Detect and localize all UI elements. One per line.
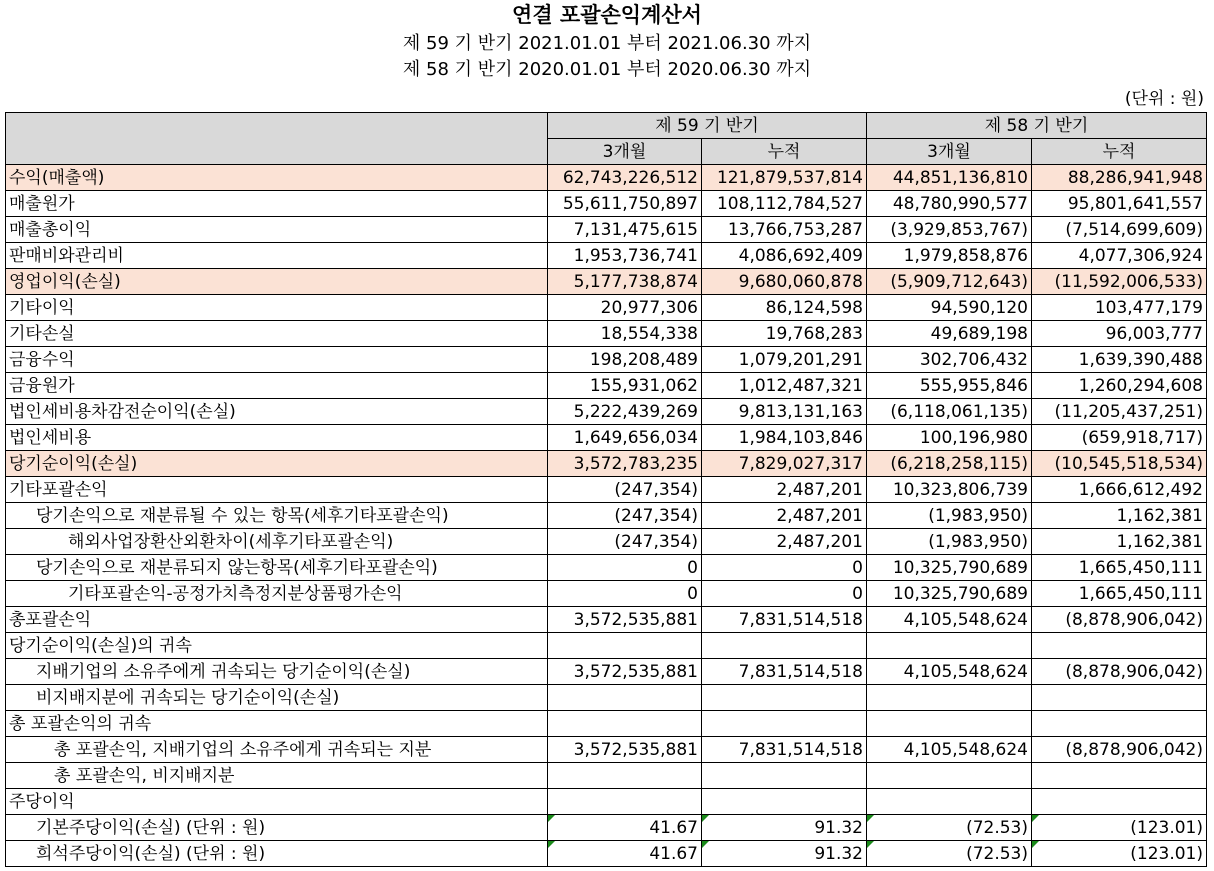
value-text: 5,222,439,269 [573,401,698,422]
row-value [702,269,867,295]
value-text: 0 [852,557,863,578]
row-value [702,321,867,347]
header-current-3m: 3개월 [548,139,702,165]
table-row [6,347,1207,373]
row-value [867,269,1032,295]
value-text: 1,079,201,291 [738,349,863,370]
row-label: 희석주당이익(손실) (단위 : 원) [6,841,548,867]
row-value [1032,165,1207,191]
table-row [6,633,1207,659]
row-value [702,217,867,243]
row-value [548,321,702,347]
table-row [6,191,1207,217]
value-text: (72.53) [966,817,1028,838]
value-text: 5,177,738,874 [573,271,698,292]
value-text: 1,162,381 [1116,505,1203,526]
row-value [548,477,702,503]
table-row [6,815,1207,841]
row-label: 기타포괄손익-공정가치측정지분상품평가손익 [6,581,548,607]
row-value [702,425,867,451]
row-value [867,841,1032,867]
row-value [702,815,867,841]
value-text: 1,666,612,492 [1078,479,1203,500]
value-text: 555,955,846 [919,375,1028,396]
row-value [702,711,867,737]
value-text: 2,487,201 [776,505,863,526]
row-label: 기타이익 [6,295,548,321]
value-text: 121,879,537,814 [716,167,863,188]
cell-note-marker [867,815,874,822]
table-row [6,425,1207,451]
value-text: 2,487,201 [776,531,863,552]
row-value [548,685,702,711]
row-label: 금융원가 [6,373,548,399]
row-value [1032,451,1207,477]
value-text: (6,218,258,115) [890,453,1028,474]
row-value [1032,347,1207,373]
value-text: (247,354) [614,505,698,526]
row-value [548,503,702,529]
row-value [548,659,702,685]
table-row [6,789,1207,815]
row-value [867,529,1032,555]
table-row [6,737,1207,763]
row-value [702,373,867,399]
value-text: (72.53) [966,843,1028,864]
row-value [702,685,867,711]
value-text: 18,554,338 [600,323,698,344]
value-text: 1,012,487,321 [738,375,863,396]
row-value [702,451,867,477]
value-text: 19,768,283 [765,323,863,344]
row-label: 금융수익 [6,347,548,373]
value-text: 7,831,514,518 [738,661,863,682]
value-text: (123.01) [1130,843,1203,864]
value-text: 9,680,060,878 [738,271,863,292]
value-text: (247,354) [614,479,698,500]
value-text: 95,801,641,557 [1067,193,1203,214]
row-value [867,607,1032,633]
value-text: 1,984,103,846 [738,427,863,448]
value-text: 3,572,783,235 [573,453,698,474]
row-value [1032,659,1207,685]
table-row [6,373,1207,399]
table-row [6,685,1207,711]
row-value [702,477,867,503]
value-text: 44,851,136,810 [892,167,1028,188]
value-text: (1,983,950) [928,531,1028,552]
row-value [1032,477,1207,503]
row-label: 법인세비용차감전순이익(손실) [6,399,548,425]
table-row [6,503,1207,529]
row-value [867,685,1032,711]
row-label: 영업이익(손실) [6,269,548,295]
table-row [6,711,1207,737]
row-value [867,165,1032,191]
row-value [702,607,867,633]
row-value [548,425,702,451]
row-value [867,737,1032,763]
table-row [6,269,1207,295]
value-text: 103,477,179 [1094,297,1203,318]
row-value [867,477,1032,503]
header-current-period: 제 59 기 반기 [548,113,867,139]
row-value [867,217,1032,243]
value-text: 91.32 [814,817,863,838]
table-row [6,659,1207,685]
value-text: 1,639,390,488 [1078,349,1203,370]
row-label: 기본주당이익(손실) (단위 : 원) [6,815,548,841]
header-row-period [6,113,1207,139]
row-value [548,399,702,425]
row-label: 매출총이익 [6,217,548,243]
row-label: 당기순이익(손실) [6,451,548,477]
row-value [702,789,867,815]
row-label: 매출원가 [6,191,548,217]
row-value [867,503,1032,529]
row-value [548,581,702,607]
row-label: 당기순이익(손실)의 귀속 [6,633,548,659]
value-text: (3,929,853,767) [890,219,1028,240]
table-row [6,243,1207,269]
row-value [702,841,867,867]
row-value [548,191,702,217]
row-value [867,295,1032,321]
value-text: 10,325,790,689 [892,557,1028,578]
row-value [548,295,702,321]
value-text: (11,205,437,251) [1054,401,1203,422]
value-text: 4,105,548,624 [903,609,1028,630]
row-value [548,841,702,867]
value-text: (8,878,906,042) [1065,661,1203,682]
table-row [6,581,1207,607]
income-statement-table [5,112,1207,867]
value-text: 96,003,777 [1105,323,1203,344]
value-text: 88,286,941,948 [1067,167,1203,188]
value-text: 302,706,432 [919,349,1028,370]
value-text: (5,909,712,643) [890,271,1028,292]
row-value [548,607,702,633]
cell-note-marker [702,815,709,822]
row-value [1032,763,1207,789]
value-text: 4,105,548,624 [903,739,1028,760]
value-text: 9,813,131,163 [738,401,863,422]
value-text: 1,649,656,034 [573,427,698,448]
row-value [867,763,1032,789]
value-text: 20,977,306 [600,297,698,318]
value-text: 1,953,736,741 [573,245,698,266]
row-value [548,347,702,373]
period-current: 제 59 기 반기 2021.01.01 부터 2021.06.30 까지 [402,33,812,54]
row-value [867,815,1032,841]
row-value [1032,321,1207,347]
statement-title: 연결 포괄손익계산서 [512,3,702,27]
row-value [867,581,1032,607]
value-text: 94,590,120 [930,297,1028,318]
value-text: 1,260,294,608 [1078,375,1203,396]
row-value [548,165,702,191]
row-value [702,737,867,763]
cell-note-marker [867,841,874,848]
row-value [1032,425,1207,451]
row-value [1032,295,1207,321]
table-row [6,529,1207,555]
value-text: 49,689,198 [930,323,1028,344]
header-prior-3m: 3개월 [867,139,1032,165]
header-account-cell [6,113,548,165]
value-text: 41.67 [649,817,698,838]
row-value [548,529,702,555]
table-row [6,295,1207,321]
value-text: 13,766,753,287 [727,219,863,240]
value-text: (8,878,906,042) [1065,609,1203,630]
row-value [1032,607,1207,633]
row-label: 기타포괄손익 [6,477,548,503]
value-text: 198,208,489 [589,349,698,370]
row-value [702,529,867,555]
row-value [548,555,702,581]
unit-label: (단위 : 원) [1124,89,1204,109]
value-text: 3,572,535,881 [573,609,698,630]
row-value [867,711,1032,737]
value-text: 108,112,784,527 [716,193,863,214]
row-value [548,763,702,789]
header-prior-period: 제 58 기 반기 [867,113,1207,139]
value-text: 0 [687,557,698,578]
value-text: 3,572,535,881 [573,739,698,760]
row-label: 수익(매출액) [6,165,548,191]
row-value [548,737,702,763]
value-text: 1,162,381 [1116,531,1203,552]
value-text: 0 [687,583,698,604]
row-value [1032,789,1207,815]
row-label: 총 포괄손익, 비지배지분 [6,763,548,789]
value-text: (123.01) [1130,817,1203,838]
row-value [1032,269,1207,295]
table-row [6,165,1207,191]
value-text: 91.32 [814,843,863,864]
row-value [1032,685,1207,711]
row-label: 총 포괄손익의 귀속 [6,711,548,737]
table-row [6,451,1207,477]
row-value [1032,633,1207,659]
value-text: 1,665,450,111 [1078,557,1203,578]
row-value [867,321,1032,347]
row-value [1032,191,1207,217]
row-value [548,451,702,477]
row-value [1032,737,1207,763]
row-value [1032,217,1207,243]
row-value [867,789,1032,815]
value-text: 10,323,806,739 [892,479,1028,500]
cell-note-marker [702,841,709,848]
row-value [702,243,867,269]
value-text: (247,354) [614,531,698,552]
row-value [548,269,702,295]
table-row [6,555,1207,581]
value-text: 0 [852,583,863,604]
cell-note-marker [1032,815,1039,822]
value-text: 1,665,450,111 [1078,583,1203,604]
row-value [702,503,867,529]
row-label: 해외사업장환산외환차이(세후기타포괄손익) [6,529,548,555]
row-value [702,581,867,607]
value-text: 62,743,226,512 [562,167,698,188]
row-value [867,191,1032,217]
row-value [702,347,867,373]
row-label: 판매비와관리비 [6,243,548,269]
value-text: 4,077,306,924 [1078,245,1203,266]
row-label: 주당이익 [6,789,548,815]
row-value [867,659,1032,685]
row-value [702,659,867,685]
row-value [548,373,702,399]
row-value [867,633,1032,659]
row-value [1032,399,1207,425]
cell-note-marker [1032,841,1039,848]
table-row [6,477,1207,503]
row-label: 비지배지분에 귀속되는 당기순이익(손실) [6,685,548,711]
row-value [1032,503,1207,529]
row-value [1032,373,1207,399]
row-label: 당기손익으로 재분류될 수 있는 항목(세후기타포괄손익) [6,503,548,529]
header-prior-cum: 누적 [1032,139,1207,165]
row-value [548,815,702,841]
row-label: 당기손익으로 재분류되지 않는항목(세후기타포괄손익) [6,555,548,581]
value-text: (7,514,699,609) [1065,219,1203,240]
value-text: 1,979,858,876 [903,245,1028,266]
value-text: (659,918,717) [1081,427,1203,448]
row-value [867,451,1032,477]
value-text: 3,572,535,881 [573,661,698,682]
value-text: 4,086,692,409 [738,245,863,266]
value-text: 41.67 [649,843,698,864]
row-value [867,555,1032,581]
row-value [548,711,702,737]
value-text: (10,545,518,534) [1054,453,1203,474]
row-value [702,633,867,659]
value-text: 155,931,062 [589,375,698,396]
cell-note-marker [548,815,555,822]
table-row [6,217,1207,243]
row-label: 지배기업의 소유주에게 귀속되는 당기순이익(손실) [6,659,548,685]
value-text: 55,611,750,897 [562,193,698,214]
value-text: 4,105,548,624 [903,661,1028,682]
table-row [6,321,1207,347]
table-row [6,399,1207,425]
row-value [548,633,702,659]
row-value [1032,841,1207,867]
row-value [867,373,1032,399]
table-row [6,763,1207,789]
row-value [867,347,1032,373]
row-label: 법인세비용 [6,425,548,451]
row-value [702,295,867,321]
row-value [702,191,867,217]
table-row [6,607,1207,633]
row-label: 총포괄손익 [6,607,548,633]
value-text: 7,829,027,317 [738,453,863,474]
value-text: 48,780,990,577 [892,193,1028,214]
cell-note-marker [548,841,555,848]
row-value [1032,581,1207,607]
row-value [1032,711,1207,737]
row-value [1032,243,1207,269]
value-text: (6,118,061,135) [890,401,1028,422]
row-value [548,243,702,269]
value-text: 7,831,514,518 [738,609,863,630]
row-value [702,165,867,191]
table-row [6,841,1207,867]
row-value [702,763,867,789]
value-text: 10,325,790,689 [892,583,1028,604]
row-value [867,425,1032,451]
row-value [1032,815,1207,841]
value-text: 7,131,475,615 [573,219,698,240]
row-value [702,399,867,425]
header-current-cum: 누적 [702,139,867,165]
value-text: 86,124,598 [765,297,863,318]
value-text: (8,878,906,042) [1065,739,1203,760]
value-text: 2,487,201 [776,479,863,500]
value-text: (1,983,950) [928,505,1028,526]
row-value [867,399,1032,425]
row-label: 총 포괄손익, 지배기업의 소유주에게 귀속되는 지분 [6,737,548,763]
row-value [867,243,1032,269]
row-value [548,217,702,243]
period-prior: 제 58 기 반기 2020.01.01 부터 2020.06.30 까지 [402,59,812,80]
row-label: 기타손실 [6,321,548,347]
row-value [548,789,702,815]
value-text: 100,196,980 [919,427,1028,448]
row-value [1032,555,1207,581]
row-value [1032,529,1207,555]
row-value [702,555,867,581]
value-text: (11,592,006,533) [1054,271,1203,292]
value-text: 7,831,514,518 [738,739,863,760]
